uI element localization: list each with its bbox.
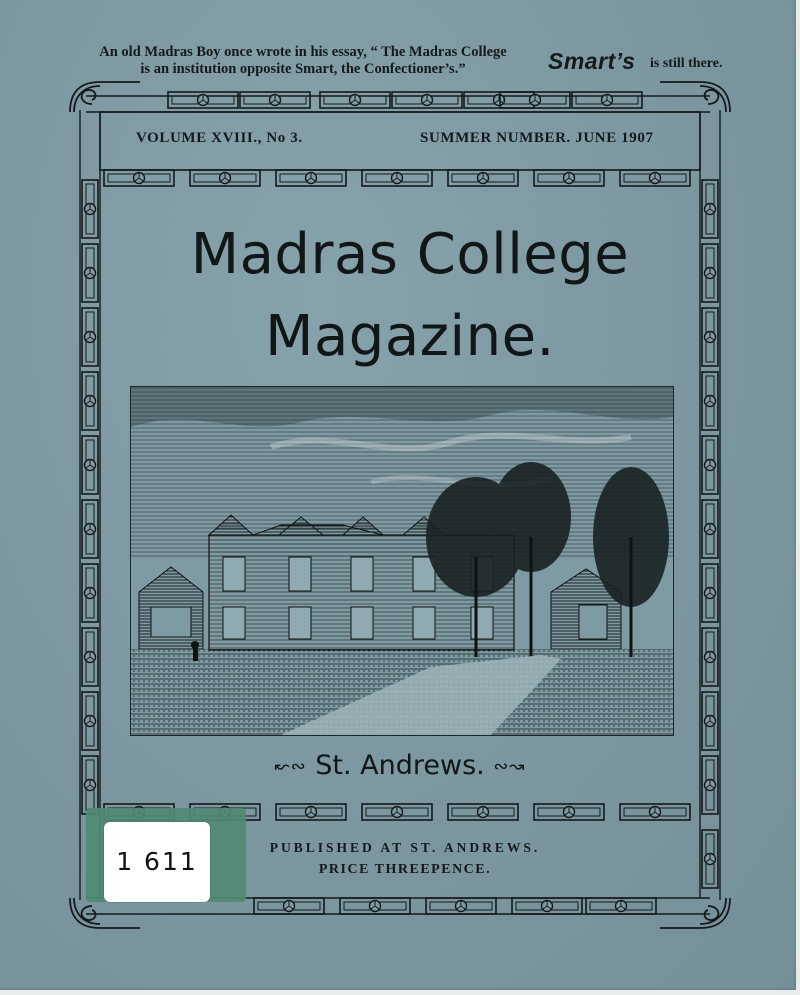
magazine-title-line1: Madras College [190, 222, 630, 287]
price-line: PRICE THREEPENCE. [318, 862, 492, 877]
issue-date: SUMMER NUMBER. JUNE 1907 [420, 130, 654, 146]
magazine-title-line2: Magazine. [265, 304, 555, 369]
still-there-text: is still there. [650, 56, 723, 71]
volume-number: VOLUME XVIII., No 3. [136, 130, 303, 146]
header-note-line2: is an institution opposite Smart, the Confectioner’s.” [140, 61, 466, 77]
place-name [230, 750, 570, 781]
smarts-logo-text: Smart’s [548, 48, 636, 74]
flourish-left-icon: ↜∾ [274, 756, 307, 777]
publisher-line: PUBLISHED AT ST. ANDREWS. [269, 840, 541, 855]
library-number-label: 1 611 [104, 822, 210, 902]
header-note-line1: An old Madras Boy once wrote in his essay, “ The Madras College [99, 44, 507, 60]
flourish-right-icon: ∾↝ [493, 756, 526, 777]
college-building-engraving [130, 386, 674, 736]
place-name-text: St. Andrews. [315, 750, 485, 781]
